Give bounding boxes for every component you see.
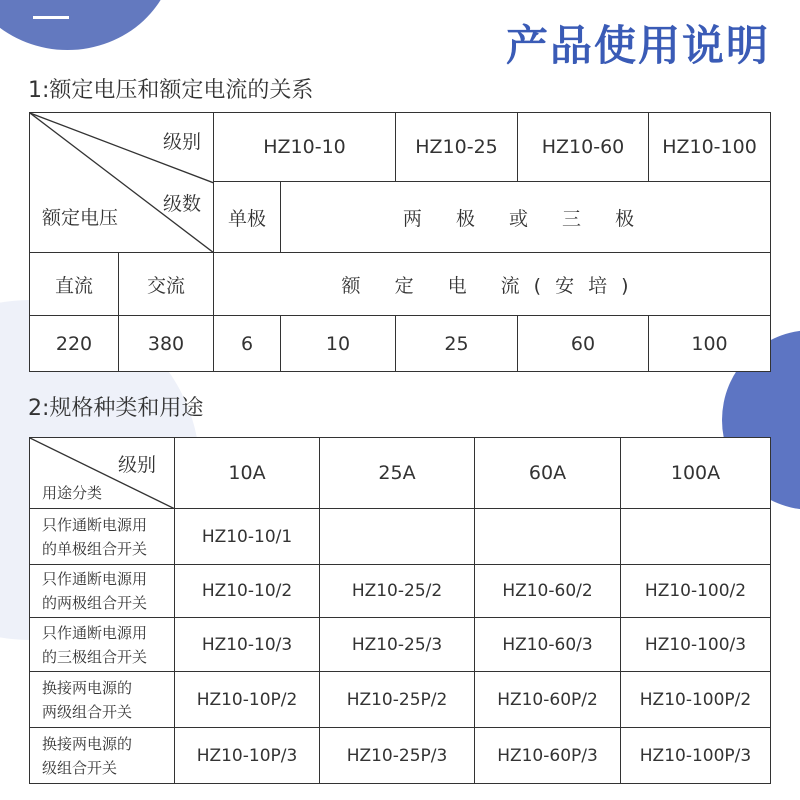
usage-cell (30, 728, 175, 784)
grade-header: HZ10-25 (396, 113, 518, 182)
usage-line: 两级组合开关 (42, 702, 133, 721)
rating-table (29, 112, 771, 372)
grade-header: HZ10-60 (518, 113, 649, 182)
model-cell: HZ10-60/3 (475, 618, 621, 672)
model-cell: HZ10-100/3 (621, 618, 771, 672)
usage-line: 级组合开关 (42, 758, 118, 777)
corner-label-grade: 级别 (163, 131, 202, 153)
double-triple-pole-label: 两 极 或 三 极 (281, 182, 771, 253)
model-cell: HZ10-10/2 (175, 565, 320, 618)
model-cell: HZ10-25/2 (320, 565, 475, 618)
table-row (30, 728, 771, 784)
model-cell: HZ10-10P/3 (175, 728, 320, 784)
model-cell: HZ10-25P/2 (320, 672, 475, 728)
rated-current-label: 额 定 电 流(安培) (214, 253, 771, 316)
page-title: 产品使用说明 (505, 21, 770, 70)
voltage-value: 380 (119, 316, 214, 372)
model-cell: HZ10-10/1 (175, 509, 320, 565)
voltage-value: 220 (30, 316, 119, 372)
model-cell: HZ10-60P/3 (475, 728, 621, 784)
model-cell: HZ10-25/3 (320, 618, 475, 672)
usage-line: 的三极组合开关 (42, 647, 148, 666)
dc-label: 直流 (30, 253, 119, 316)
usage-cell (30, 672, 175, 728)
section1-title: 1:额定电压和额定电流的关系 (28, 78, 314, 103)
spec-table (29, 437, 771, 784)
corner-label-poles: 级数 (163, 193, 202, 215)
usage-cell (30, 618, 175, 672)
table-row (30, 618, 771, 672)
usage-line: 只作通断电源用 (42, 570, 148, 588)
usage-line: 换接两电源的 (42, 678, 133, 697)
rating-column-header: 100A (621, 438, 771, 509)
corner-label-rated-voltage: 额定电压 (42, 207, 119, 229)
section2-title: 2:规格种类和用途 (28, 396, 204, 421)
table-row (30, 565, 771, 618)
usage-line: 的单极组合开关 (42, 539, 148, 558)
grade-header: HZ10-10 (214, 113, 396, 182)
model-cell: HZ10-10P/2 (175, 672, 320, 728)
table-row (30, 509, 771, 565)
model-cell: HZ10-60/2 (475, 565, 621, 618)
model-cell (475, 509, 621, 565)
usage-cell (30, 509, 175, 565)
usage-line: 只作通断电源用 (42, 623, 148, 642)
single-pole-label: 单极 (214, 182, 281, 253)
table1-corner-cell (30, 113, 214, 253)
corner-label-usage: 用途分类 (42, 484, 103, 502)
ac-label: 交流 (119, 253, 214, 316)
current-value: 10 (281, 316, 396, 372)
usage-line: 换接两电源的 (42, 734, 133, 753)
model-cell: HZ10-100P/2 (621, 672, 771, 728)
decor-dash (33, 16, 69, 19)
corner-label-grade: 级别 (118, 454, 157, 476)
usage-line: 的两极组合开关 (42, 594, 148, 612)
current-value: 60 (518, 316, 649, 372)
current-value: 100 (649, 316, 771, 372)
rating-column-header: 25A (320, 438, 475, 509)
model-cell (320, 509, 475, 565)
rating-column-header: 60A (475, 438, 621, 509)
model-cell (621, 509, 771, 565)
usage-line: 只作通断电源用 (42, 515, 148, 534)
usage-cell (30, 565, 175, 618)
current-value: 6 (214, 316, 281, 372)
decor-circle-top-left (0, 0, 175, 50)
grade-header: HZ10-100 (649, 113, 771, 182)
model-cell: HZ10-25P/3 (320, 728, 475, 784)
current-value: 25 (396, 316, 518, 372)
model-cell: HZ10-60P/2 (475, 672, 621, 728)
model-cell: HZ10-10/3 (175, 618, 320, 672)
model-cell: HZ10-100/2 (621, 565, 771, 618)
table-row (30, 672, 771, 728)
table2-corner-cell (30, 438, 175, 509)
model-cell: HZ10-100P/3 (621, 728, 771, 784)
rating-column-header: 10A (175, 438, 320, 509)
